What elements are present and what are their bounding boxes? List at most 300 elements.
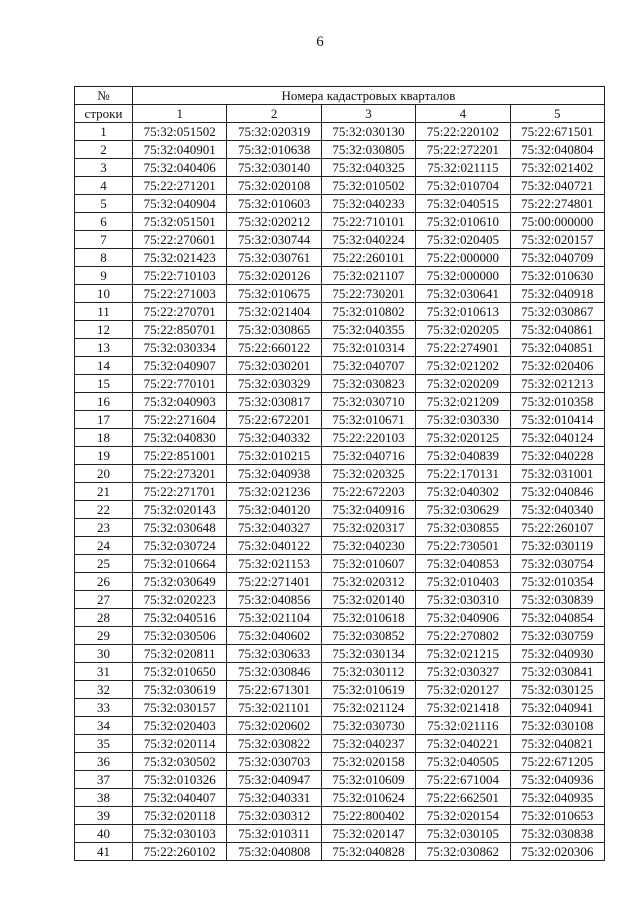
cadastral-number-cell: 75:32:021116 <box>416 717 510 735</box>
cadastral-number-cell: 75:00:000000 <box>510 213 604 231</box>
cadastral-number-cell: 75:22:671004 <box>416 771 510 789</box>
cadastral-number-cell: 75:32:040916 <box>321 501 415 519</box>
cadastral-number-cell: 75:22:770101 <box>133 375 227 393</box>
table-row <box>75 555 605 573</box>
row-number-cell: 20 <box>75 465 133 483</box>
cadastral-number-cell: 75:32:040839 <box>416 447 510 465</box>
cadastral-number-cell: 75:32:020403 <box>133 717 227 735</box>
cadastral-number-cell: 75:32:040851 <box>510 339 604 357</box>
row-number-cell: 22 <box>75 501 133 519</box>
cadastral-number-cell: 75:22:710101 <box>321 213 415 231</box>
cadastral-number-cell: 75:32:021423 <box>133 249 227 267</box>
cadastral-number-cell: 75:32:020212 <box>227 213 321 231</box>
cadastral-number-cell: 75:32:010603 <box>227 195 321 213</box>
cadastral-number-cell: 75:22:274901 <box>416 339 510 357</box>
cadastral-number-cell: 75:32:010675 <box>227 285 321 303</box>
row-number-cell: 12 <box>75 321 133 339</box>
cadastral-number-cell: 75:32:040340 <box>510 501 604 519</box>
cadastral-number-cell: 75:32:021202 <box>416 357 510 375</box>
cadastral-number-cell: 75:22:271003 <box>133 285 227 303</box>
column-number-header: 4 <box>416 105 510 123</box>
cadastral-number-cell: 75:32:040233 <box>321 195 415 213</box>
row-number-cell: 19 <box>75 447 133 465</box>
cadastral-number-cell: 75:22:730201 <box>321 285 415 303</box>
row-number-cell: 21 <box>75 483 133 501</box>
table-row <box>75 123 605 141</box>
cadastral-number-cell: 75:32:020312 <box>321 573 415 591</box>
cadastral-number-cell: 75:32:040228 <box>510 447 604 465</box>
cadastral-number-cell: 75:32:040941 <box>510 699 604 717</box>
table-row <box>75 339 605 357</box>
table-row <box>75 483 605 501</box>
cadastral-number-cell: 75:32:020306 <box>510 843 604 861</box>
cadastral-number-cell: 75:32:010610 <box>416 213 510 231</box>
cadastral-number-cell: 75:32:020154 <box>416 807 510 825</box>
cadastral-number-cell: 75:32:040406 <box>133 159 227 177</box>
cadastral-number-cell: 75:32:010638 <box>227 141 321 159</box>
table-row <box>75 771 605 789</box>
cadastral-number-cell: 75:32:030502 <box>133 753 227 771</box>
cadastral-number-cell: 75:32:030134 <box>321 645 415 663</box>
cadastral-number-cell: 75:22:271201 <box>133 177 227 195</box>
table-row <box>75 501 605 519</box>
cadastral-number-cell: 75:22:662501 <box>416 789 510 807</box>
cadastral-number-cell: 75:32:020317 <box>321 519 415 537</box>
cadastral-number-cell: 75:22:220102 <box>416 123 510 141</box>
row-number-cell: 25 <box>75 555 133 573</box>
cadastral-number-cell: 75:22:270802 <box>416 627 510 645</box>
cadastral-number-cell: 75:32:010671 <box>321 411 415 429</box>
cadastral-number-cell: 75:32:010326 <box>133 771 227 789</box>
cadastral-number-cell: 75:32:010215 <box>227 447 321 465</box>
cadastral-number-cell: 75:32:051502 <box>133 123 227 141</box>
cadastral-number-cell: 75:32:021236 <box>227 483 321 501</box>
cadastral-number-cell: 75:32:010314 <box>321 339 415 357</box>
cadastral-number-cell: 75:32:040808 <box>227 843 321 861</box>
cadastral-number-cell: 75:32:030648 <box>133 519 227 537</box>
cadastral-number-cell: 75:22:270601 <box>133 231 227 249</box>
cadastral-number-cell: 75:32:040327 <box>227 519 321 537</box>
cadastral-number-cell: 75:32:040904 <box>133 195 227 213</box>
cadastral-number-cell: 75:32:040854 <box>510 609 604 627</box>
cadastral-number-cell: 75:32:010618 <box>321 609 415 627</box>
cadastral-number-cell: 75:32:040907 <box>133 357 227 375</box>
cadastral-number-cell: 75:32:021402 <box>510 159 604 177</box>
cadastral-number-cell: 75:32:030841 <box>510 663 604 681</box>
row-number-header-top: № <box>75 87 133 105</box>
cadastral-number-cell: 75:32:021124 <box>321 699 415 717</box>
row-number-cell: 1 <box>75 123 133 141</box>
cadastral-number-cell: 75:32:020223 <box>133 591 227 609</box>
cadastral-number-cell: 75:32:030855 <box>416 519 510 537</box>
table-title-header: Номера кадастровых кварталов <box>133 87 605 105</box>
cadastral-number-cell: 75:32:040918 <box>510 285 604 303</box>
row-number-cell: 40 <box>75 825 133 843</box>
row-number-cell: 35 <box>75 735 133 753</box>
cadastral-number-cell: 75:32:030327 <box>416 663 510 681</box>
row-number-header-bottom: строки <box>75 105 133 123</box>
table-row <box>75 411 605 429</box>
cadastral-number-cell: 75:32:021153 <box>227 555 321 573</box>
cadastral-number-cell: 75:22:274801 <box>510 195 604 213</box>
cadastral-number-cell: 75:32:040936 <box>510 771 604 789</box>
cadastral-number-cell: 75:32:010650 <box>133 663 227 681</box>
row-number-cell: 5 <box>75 195 133 213</box>
cadastral-number-cell: 75:22:271604 <box>133 411 227 429</box>
cadastral-number-cell: 75:32:030710 <box>321 393 415 411</box>
table-row <box>75 213 605 231</box>
table-row <box>75 681 605 699</box>
column-number-header: 3 <box>321 105 415 123</box>
cadastral-number-cell: 75:32:020325 <box>321 465 415 483</box>
cadastral-number-cell: 75:22:660122 <box>227 339 321 357</box>
cadastral-number-cell: 75:32:030119 <box>510 537 604 555</box>
column-number-header: 1 <box>133 105 227 123</box>
table-row <box>75 627 605 645</box>
cadastral-number-cell: 75:32:030823 <box>321 375 415 393</box>
row-number-cell: 17 <box>75 411 133 429</box>
cadastral-number-cell: 75:22:272201 <box>416 141 510 159</box>
cadastral-number-cell: 75:22:800402 <box>321 807 415 825</box>
cadastral-number-cell: 75:32:040721 <box>510 177 604 195</box>
cadastral-number-cell: 75:32:030157 <box>133 699 227 717</box>
table-row <box>75 591 605 609</box>
cadastral-number-cell: 75:22:170131 <box>416 465 510 483</box>
row-number-cell: 23 <box>75 519 133 537</box>
cadastral-number-cell: 75:32:021404 <box>227 303 321 321</box>
row-number-cell: 3 <box>75 159 133 177</box>
cadastral-number-cell: 75:32:020158 <box>321 753 415 771</box>
row-number-cell: 39 <box>75 807 133 825</box>
cadastral-number-cell: 75:32:020114 <box>133 735 227 753</box>
cadastral-number-cell: 75:32:010613 <box>416 303 510 321</box>
cadastral-number-cell: 75:32:040230 <box>321 537 415 555</box>
cadastral-number-cell: 75:32:030846 <box>227 663 321 681</box>
cadastral-number-cell: 75:32:021209 <box>416 393 510 411</box>
row-number-cell: 41 <box>75 843 133 861</box>
cadastral-number-cell: 75:32:030805 <box>321 141 415 159</box>
cadastral-number-cell: 75:32:020157 <box>510 231 604 249</box>
cadastral-number-cell: 75:32:040707 <box>321 357 415 375</box>
row-number-cell: 14 <box>75 357 133 375</box>
cadastral-number-cell: 75:32:010607 <box>321 555 415 573</box>
cadastral-number-cell: 75:32:040828 <box>321 843 415 861</box>
table-row <box>75 159 605 177</box>
row-number-cell: 2 <box>75 141 133 159</box>
table-row <box>75 753 605 771</box>
cadastral-number-cell: 75:32:020108 <box>227 177 321 195</box>
cadastral-number-cell: 75:32:030867 <box>510 303 604 321</box>
table-row <box>75 375 605 393</box>
row-number-cell: 6 <box>75 213 133 231</box>
row-number-cell: 38 <box>75 789 133 807</box>
column-number-header: 5 <box>510 105 604 123</box>
cadastral-number-cell: 75:32:020140 <box>321 591 415 609</box>
table-row <box>75 249 605 267</box>
table-row <box>75 717 605 735</box>
cadastral-number-cell: 75:22:000000 <box>416 249 510 267</box>
table-row <box>75 267 605 285</box>
cadastral-number-cell: 75:32:020143 <box>133 501 227 519</box>
cadastral-number-cell: 75:32:030330 <box>416 411 510 429</box>
table-row <box>75 321 605 339</box>
cadastral-number-cell: 75:32:010704 <box>416 177 510 195</box>
cadastral-number-cell: 75:32:020209 <box>416 375 510 393</box>
cadastral-number-cell: 75:32:010619 <box>321 681 415 699</box>
cadastral-number-cell: 75:32:020147 <box>321 825 415 843</box>
cadastral-number-cell: 75:32:040906 <box>416 609 510 627</box>
cadastral-number-cell: 75:32:030334 <box>133 339 227 357</box>
cadastral-number-cell: 75:32:020118 <box>133 807 227 825</box>
cadastral-number-cell: 75:32:030310 <box>416 591 510 609</box>
cadastral-number-cell: 75:32:030838 <box>510 825 604 843</box>
cadastral-number-cell: 75:32:010414 <box>510 411 604 429</box>
cadastral-number-cell: 75:32:040930 <box>510 645 604 663</box>
cadastral-number-cell: 75:32:010802 <box>321 303 415 321</box>
row-number-cell: 37 <box>75 771 133 789</box>
row-number-cell: 18 <box>75 429 133 447</box>
header-row-title <box>75 87 605 105</box>
cadastral-number-cell: 75:32:040332 <box>227 429 321 447</box>
cadastral-number-cell: 75:32:040947 <box>227 771 321 789</box>
cadastral-number-cell: 75:32:040355 <box>321 321 415 339</box>
cadastral-number-cell: 75:32:020126 <box>227 267 321 285</box>
table-row <box>75 825 605 843</box>
cadastral-number-cell: 75:32:040407 <box>133 789 227 807</box>
cadastral-number-cell: 75:32:030817 <box>227 393 321 411</box>
cadastral-number-cell: 75:32:030629 <box>416 501 510 519</box>
cadastral-number-cell: 75:32:040325 <box>321 159 415 177</box>
column-number-header: 2 <box>227 105 321 123</box>
cadastral-number-cell: 75:32:040861 <box>510 321 604 339</box>
cadastral-number-cell: 75:32:030112 <box>321 663 415 681</box>
row-number-cell: 13 <box>75 339 133 357</box>
cadastral-number-cell: 75:32:030140 <box>227 159 321 177</box>
table-row <box>75 303 605 321</box>
cadastral-number-cell: 75:32:040935 <box>510 789 604 807</box>
cadastral-number-cell: 75:32:010630 <box>510 267 604 285</box>
cadastral-number-cell: 75:32:010358 <box>510 393 604 411</box>
cadastral-number-cell: 75:32:030641 <box>416 285 510 303</box>
row-number-cell: 16 <box>75 393 133 411</box>
cadastral-number-cell: 75:32:040716 <box>321 447 415 465</box>
cadastral-number-cell: 75:32:030633 <box>227 645 321 663</box>
cadastral-number-cell: 75:32:030744 <box>227 231 321 249</box>
table-row <box>75 195 605 213</box>
table-row <box>75 663 605 681</box>
cadastral-number-cell: 75:32:030862 <box>416 843 510 861</box>
table-row <box>75 789 605 807</box>
cadastral-number-cell: 75:32:030852 <box>321 627 415 645</box>
cadastral-number-cell: 75:32:040821 <box>510 735 604 753</box>
row-number-cell: 15 <box>75 375 133 393</box>
cadastral-number-cell: 75:32:021101 <box>227 699 321 717</box>
cadastral-number-cell: 75:32:030730 <box>321 717 415 735</box>
cadastral-number-cell: 75:32:030703 <box>227 753 321 771</box>
row-number-cell: 32 <box>75 681 133 699</box>
row-number-cell: 36 <box>75 753 133 771</box>
row-number-cell: 8 <box>75 249 133 267</box>
cadastral-number-cell: 75:22:672203 <box>321 483 415 501</box>
cadastral-number-cell: 75:32:031001 <box>510 465 604 483</box>
cadastral-number-cell: 75:32:030125 <box>510 681 604 699</box>
cadastral-table <box>74 86 605 861</box>
table-row <box>75 699 605 717</box>
cadastral-number-cell: 75:22:671301 <box>227 681 321 699</box>
cadastral-number-cell: 75:32:040302 <box>416 483 510 501</box>
row-number-cell: 11 <box>75 303 133 321</box>
cadastral-number-cell: 75:32:020405 <box>416 231 510 249</box>
row-number-cell: 31 <box>75 663 133 681</box>
cadastral-number-cell: 75:32:030761 <box>227 249 321 267</box>
cadastral-number-cell: 75:32:040804 <box>510 141 604 159</box>
cadastral-number-cell: 75:32:010609 <box>321 771 415 789</box>
cadastral-number-cell: 75:32:040846 <box>510 483 604 501</box>
cadastral-number-cell: 75:32:040903 <box>133 393 227 411</box>
cadastral-number-cell: 75:32:010664 <box>133 555 227 573</box>
cadastral-number-cell: 75:22:271701 <box>133 483 227 501</box>
table-row <box>75 843 605 861</box>
row-number-cell: 24 <box>75 537 133 555</box>
row-number-cell: 26 <box>75 573 133 591</box>
cadastral-number-cell: 75:22:271401 <box>227 573 321 591</box>
table-row <box>75 231 605 249</box>
cadastral-number-cell: 75:32:010354 <box>510 573 604 591</box>
cadastral-number-cell: 75:32:021104 <box>227 609 321 627</box>
cadastral-number-cell: 75:22:710103 <box>133 267 227 285</box>
cadastral-number-cell: 75:32:040120 <box>227 501 321 519</box>
cadastral-number-cell: 75:32:030130 <box>321 123 415 141</box>
cadastral-number-cell: 75:32:020811 <box>133 645 227 663</box>
table-body <box>75 123 605 861</box>
table-row <box>75 393 605 411</box>
cadastral-number-cell: 75:22:671501 <box>510 123 604 141</box>
cadastral-number-cell: 75:32:040938 <box>227 465 321 483</box>
cadastral-number-cell: 75:32:040237 <box>321 735 415 753</box>
table-header <box>75 87 605 123</box>
cadastral-number-cell: 75:32:021215 <box>416 645 510 663</box>
table-row <box>75 609 605 627</box>
table-row <box>75 177 605 195</box>
cadastral-number-cell: 75:32:040602 <box>227 627 321 645</box>
cadastral-number-cell: 75:32:030312 <box>227 807 321 825</box>
cadastral-number-cell: 75:32:020319 <box>227 123 321 141</box>
cadastral-number-cell: 75:32:040901 <box>133 141 227 159</box>
row-number-cell: 34 <box>75 717 133 735</box>
cadastral-number-cell: 75:32:030201 <box>227 357 321 375</box>
cadastral-number-cell: 75:22:851001 <box>133 447 227 465</box>
cadastral-number-cell: 75:32:030724 <box>133 537 227 555</box>
row-number-cell: 7 <box>75 231 133 249</box>
table-row <box>75 465 605 483</box>
cadastral-number-cell: 75:32:010502 <box>321 177 415 195</box>
cadastral-number-cell: 75:32:040709 <box>510 249 604 267</box>
cadastral-number-cell: 75:22:270701 <box>133 303 227 321</box>
table-row <box>75 735 605 753</box>
table-row <box>75 357 605 375</box>
cadastral-number-cell: 75:32:020406 <box>510 357 604 375</box>
cadastral-number-cell: 75:22:260107 <box>510 519 604 537</box>
cadastral-number-cell: 75:32:021107 <box>321 267 415 285</box>
table-row <box>75 537 605 555</box>
cadastral-number-cell: 75:32:020127 <box>416 681 510 699</box>
row-number-cell: 28 <box>75 609 133 627</box>
cadastral-number-cell: 75:32:040515 <box>416 195 510 213</box>
row-number-cell: 4 <box>75 177 133 195</box>
cadastral-number-cell: 75:32:010311 <box>227 825 321 843</box>
cadastral-number-cell: 75:32:040830 <box>133 429 227 447</box>
cadastral-number-cell: 75:32:030822 <box>227 735 321 753</box>
cadastral-number-cell: 75:32:040505 <box>416 753 510 771</box>
cadastral-number-cell: 75:32:021213 <box>510 375 604 393</box>
cadastral-number-cell: 75:32:030759 <box>510 627 604 645</box>
cadastral-number-cell: 75:22:273201 <box>133 465 227 483</box>
cadastral-number-cell: 75:32:040224 <box>321 231 415 249</box>
cadastral-number-cell: 75:22:260102 <box>133 843 227 861</box>
cadastral-number-cell: 75:32:020205 <box>416 321 510 339</box>
table-row <box>75 645 605 663</box>
row-number-cell: 30 <box>75 645 133 663</box>
row-number-cell: 10 <box>75 285 133 303</box>
cadastral-number-cell: 75:32:051501 <box>133 213 227 231</box>
table-row <box>75 447 605 465</box>
cadastral-number-cell: 75:32:030105 <box>416 825 510 843</box>
cadastral-number-cell: 75:32:040853 <box>416 555 510 573</box>
row-number-cell: 9 <box>75 267 133 285</box>
row-number-cell: 29 <box>75 627 133 645</box>
cadastral-number-cell: 75:32:040856 <box>227 591 321 609</box>
cadastral-number-cell: 75:22:671205 <box>510 753 604 771</box>
table-row <box>75 141 605 159</box>
cadastral-number-cell: 75:32:030103 <box>133 825 227 843</box>
cadastral-number-cell: 75:32:030649 <box>133 573 227 591</box>
cadastral-number-cell: 75:22:850701 <box>133 321 227 339</box>
cadastral-number-cell: 75:32:020602 <box>227 717 321 735</box>
cadastral-number-cell: 75:32:040122 <box>227 537 321 555</box>
cadastral-number-cell: 75:32:021418 <box>416 699 510 717</box>
cadastral-number-cell: 75:32:030108 <box>510 717 604 735</box>
cadastral-number-cell: 75:22:220103 <box>321 429 415 447</box>
cadastral-number-cell: 75:22:672201 <box>227 411 321 429</box>
cadastral-number-cell: 75:32:040516 <box>133 609 227 627</box>
cadastral-number-cell: 75:32:040124 <box>510 429 604 447</box>
row-number-cell: 27 <box>75 591 133 609</box>
cadastral-number-cell: 75:32:010624 <box>321 789 415 807</box>
cadastral-number-cell: 75:22:260101 <box>321 249 415 267</box>
cadastral-number-cell: 75:32:000000 <box>416 267 510 285</box>
cadastral-number-cell: 75:32:010653 <box>510 807 604 825</box>
cadastral-number-cell: 75:32:010403 <box>416 573 510 591</box>
cadastral-number-cell: 75:32:020125 <box>416 429 510 447</box>
cadastral-number-cell: 75:32:030754 <box>510 555 604 573</box>
cadastral-number-cell: 75:32:040221 <box>416 735 510 753</box>
table-row <box>75 285 605 303</box>
table-row <box>75 519 605 537</box>
page-number: 6 <box>316 34 324 50</box>
table-row <box>75 807 605 825</box>
cadastral-number-cell: 75:32:030619 <box>133 681 227 699</box>
cadastral-number-cell: 75:32:040331 <box>227 789 321 807</box>
cadastral-number-cell: 75:32:030839 <box>510 591 604 609</box>
row-number-cell: 33 <box>75 699 133 717</box>
cadastral-number-cell: 75:32:030865 <box>227 321 321 339</box>
cadastral-number-cell: 75:32:030329 <box>227 375 321 393</box>
cadastral-number-cell: 75:32:030506 <box>133 627 227 645</box>
cadastral-number-cell: 75:22:730501 <box>416 537 510 555</box>
table-row <box>75 573 605 591</box>
table-row <box>75 429 605 447</box>
cadastral-number-cell: 75:32:021115 <box>416 159 510 177</box>
